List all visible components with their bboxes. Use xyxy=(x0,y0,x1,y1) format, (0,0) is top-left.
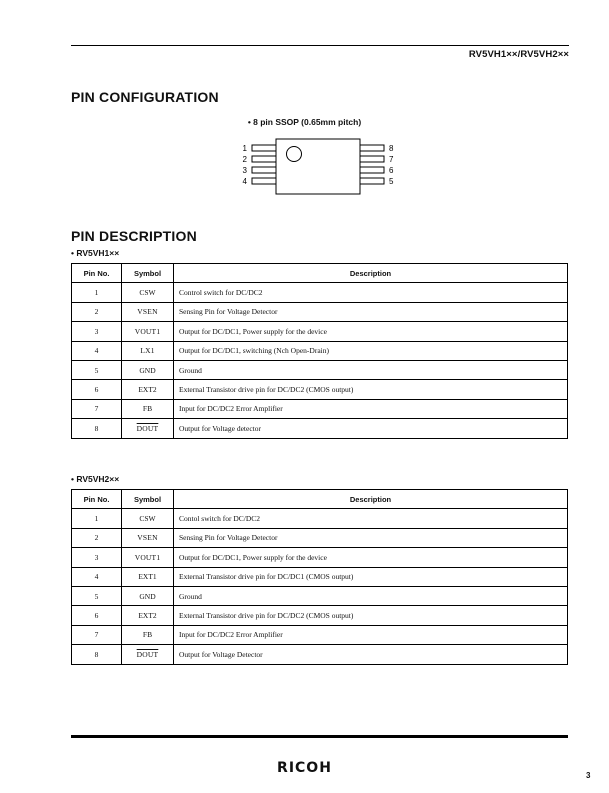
pin-configuration-heading: PIN CONFIGURATION xyxy=(71,89,219,105)
pin-symbol-cell: EXT2 xyxy=(122,380,174,399)
table-row xyxy=(72,380,568,399)
table2-label: • RV5VH2×× xyxy=(71,474,120,484)
pin-symbol-cell: EXT2 xyxy=(122,606,174,625)
pin-symbol-cell: FB xyxy=(122,399,174,418)
pin-description-cell: External Transistor drive pin for DC/DC2 (CMOS output) xyxy=(174,606,568,625)
col-header-symbol: Symbol xyxy=(122,490,174,509)
pin-description-cell: External Transistor drive pin for DC/DC2 (CMOS output) xyxy=(174,380,568,399)
pin-lead xyxy=(252,178,276,184)
table-row xyxy=(72,586,568,605)
pin-symbol-cell: DOUT xyxy=(122,419,174,438)
table-row xyxy=(72,399,568,418)
pin-symbol-cell: EXT1 xyxy=(122,567,174,586)
pin-description-cell: Sensing Pin for Voltage Detector xyxy=(174,528,568,547)
pin-number-cell: 6 xyxy=(72,606,122,625)
pin-number-cell: 1 xyxy=(72,283,122,302)
pin-number-cell: 8 xyxy=(72,645,122,664)
col-header-description: Description xyxy=(174,264,568,283)
page-number: 3 xyxy=(586,771,591,780)
pin-lead xyxy=(360,167,384,173)
pin-number-cell: 6 xyxy=(72,380,122,399)
pin-number-cell: 2 xyxy=(72,528,122,547)
package-body xyxy=(276,139,360,194)
pin-symbol-cell: GND xyxy=(122,586,174,605)
pin-description-cell: Output for Voltage detector xyxy=(174,419,568,438)
pin-number-cell: 1 xyxy=(72,509,122,528)
pin-lead xyxy=(360,156,384,162)
table-row xyxy=(72,606,568,625)
table-row xyxy=(72,341,568,360)
pin-symbol-cell: CSW xyxy=(122,283,174,302)
package-label: • 8 pin SSOP (0.65mm pitch) xyxy=(247,117,362,127)
col-header-symbol: Symbol xyxy=(122,264,174,283)
pin-number-cell: 4 xyxy=(72,567,122,586)
table-row xyxy=(72,567,568,586)
col-header-pin-no: Pin No. xyxy=(72,264,122,283)
pin-description-cell: External Transistor drive pin for DC/DC1 (CMOS output) xyxy=(174,567,568,586)
col-header-description: Description xyxy=(174,490,568,509)
table-row xyxy=(72,548,568,567)
pin-table-rv5vh1 xyxy=(71,263,568,439)
pin-description-cell: Ground xyxy=(174,586,568,605)
pin-number-label: 1 xyxy=(242,144,247,153)
table-row xyxy=(72,625,568,644)
pin-description-heading: PIN DESCRIPTION xyxy=(71,228,197,244)
ssop-package-diagram xyxy=(239,138,399,196)
footer-rule xyxy=(71,735,568,738)
pin-table-rv5vh2 xyxy=(71,489,568,665)
pin-number-cell: 5 xyxy=(72,360,122,379)
table-row xyxy=(72,283,568,302)
pin-number-label: 5 xyxy=(389,177,394,186)
ricoh-logo: RICOH xyxy=(277,760,332,776)
pin-number-label: 4 xyxy=(242,177,247,186)
table-row xyxy=(72,509,568,528)
pin-symbol-cell: FB xyxy=(122,625,174,644)
pin-lead xyxy=(252,167,276,173)
header-rule xyxy=(71,45,569,46)
pin-number-label: 7 xyxy=(389,155,394,164)
pin-description-cell: Output for DC/DC1, Power supply for the device xyxy=(174,548,568,567)
pin-number-cell: 3 xyxy=(72,322,122,341)
pin-number-label: 3 xyxy=(242,166,247,175)
pin-lead xyxy=(252,145,276,151)
table-row xyxy=(72,528,568,547)
pin-number-cell: 7 xyxy=(72,625,122,644)
pin-number-cell: 8 xyxy=(72,419,122,438)
pin-symbol-cell: VOUT1 xyxy=(122,322,174,341)
pin-description-cell: Sensing Pin for Voltage Detector xyxy=(174,302,568,321)
pin-number-cell: 7 xyxy=(72,399,122,418)
pin-description-cell: Output for DC/DC1, switching (Nch Open-Drain) xyxy=(174,341,568,360)
table-row xyxy=(72,302,568,321)
pin-number-cell: 2 xyxy=(72,302,122,321)
table-row xyxy=(72,322,568,341)
pin-symbol-cell: VOUT1 xyxy=(122,548,174,567)
pin-number-cell: 4 xyxy=(72,341,122,360)
document-title: RV5VH1××/RV5VH2×× xyxy=(468,49,569,60)
pin-description-cell: Input for DC/DC2 Error Amplifier xyxy=(174,399,568,418)
table1-label: • RV5VH1×× xyxy=(71,248,120,258)
pin-description-cell: Output for DC/DC1, Power supply for the device xyxy=(174,322,568,341)
pin-symbol-cell: VSEN xyxy=(122,302,174,321)
pin-symbol-cell: CSW xyxy=(122,509,174,528)
col-header-pin-no: Pin No. xyxy=(72,490,122,509)
pin-description-cell: Contol switch for DC/DC2 xyxy=(174,509,568,528)
pin-description-cell: Ground xyxy=(174,360,568,379)
table-row xyxy=(72,419,568,438)
pin-description-cell: Control switch for DC/DC2 xyxy=(174,283,568,302)
pin-number-cell: 3 xyxy=(72,548,122,567)
pin-symbol-cell: GND xyxy=(122,360,174,379)
table-row xyxy=(72,360,568,379)
table-row xyxy=(72,645,568,664)
pin-lead xyxy=(360,145,384,151)
pin-description-cell: Input for DC/DC2 Error Amplifier xyxy=(174,625,568,644)
pin-number-label: 2 xyxy=(242,155,247,164)
pin-number-cell: 5 xyxy=(72,586,122,605)
pin-number-label: 8 xyxy=(389,144,394,153)
pin-description-cell: Output for Voltage Detector xyxy=(174,645,568,664)
pin-lead xyxy=(360,178,384,184)
pin-symbol-cell: LX1 xyxy=(122,341,174,360)
pin-lead xyxy=(252,156,276,162)
pin-symbol-cell: DOUT xyxy=(122,645,174,664)
pin-symbol-cell: VSEN xyxy=(122,528,174,547)
pin-number-label: 6 xyxy=(389,166,394,175)
